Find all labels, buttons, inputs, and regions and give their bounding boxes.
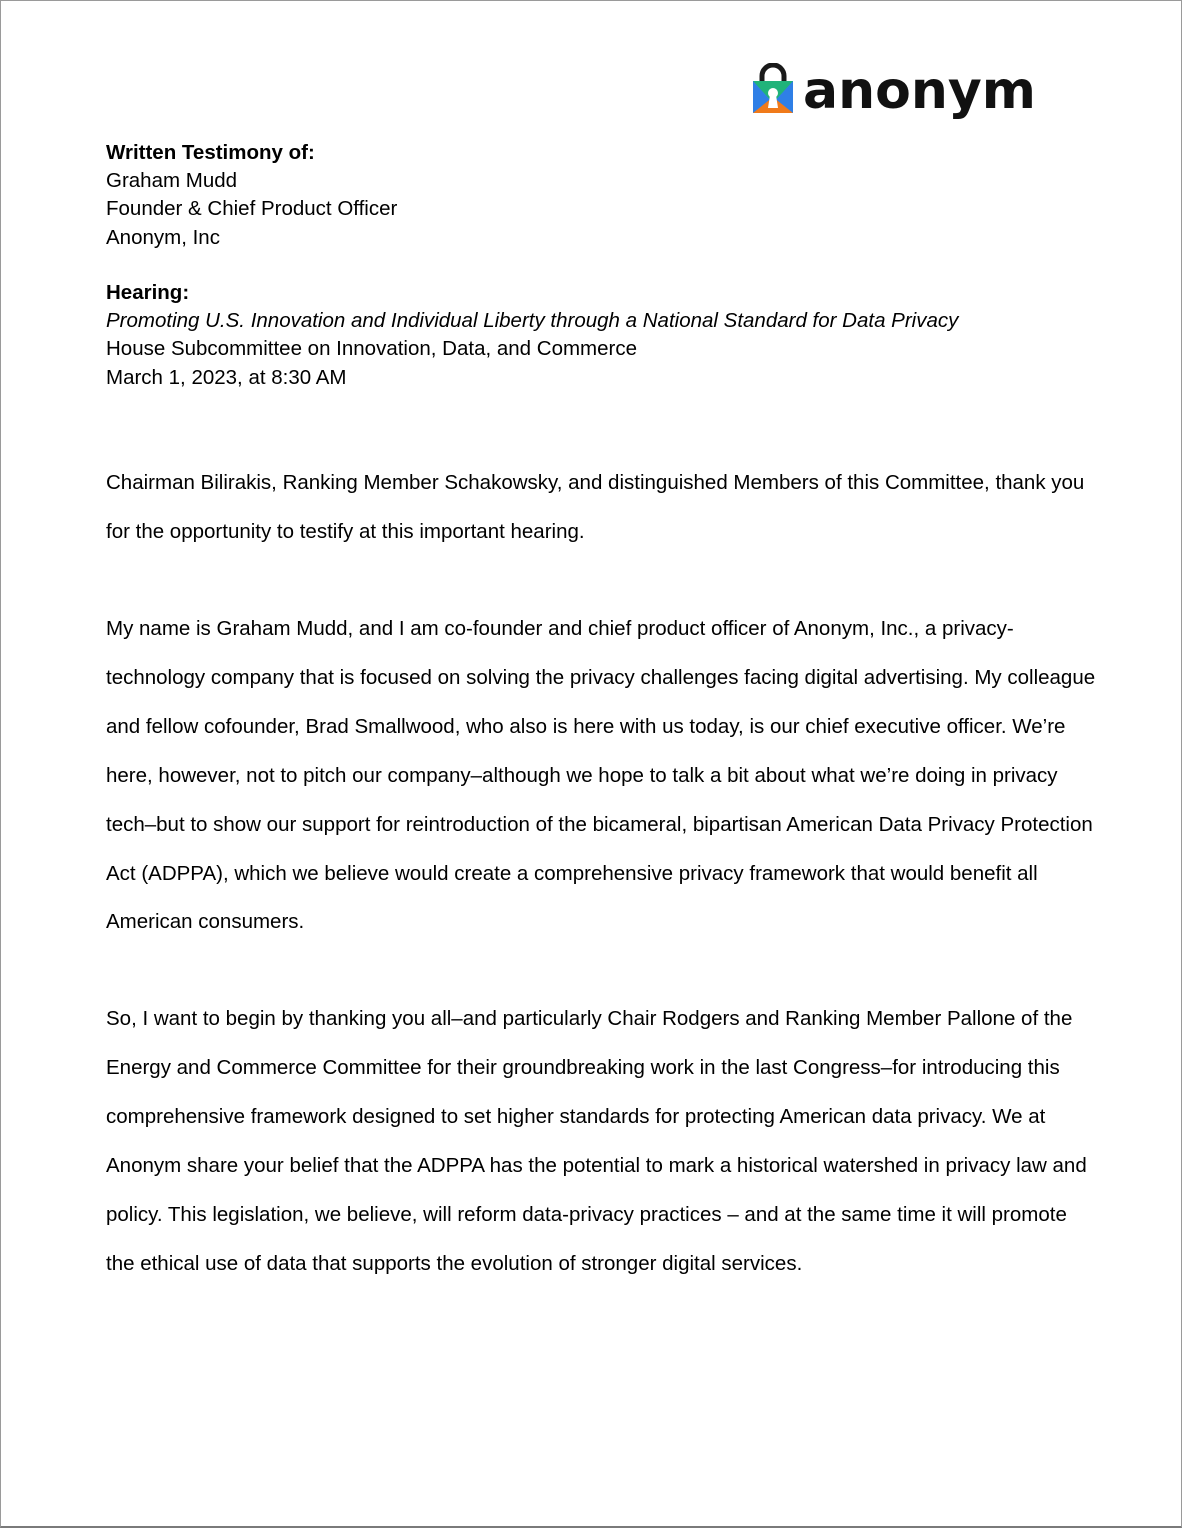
hearing-title: Promoting U.S. Innovation and Individual Liberty through a National Standard for Data Privacy bbox=[106, 309, 959, 333]
hearing-block bbox=[106, 279, 958, 392]
witness-company: Anonym, Inc bbox=[106, 225, 220, 249]
witness-name: Graham Mudd bbox=[106, 169, 238, 193]
anonym-logo bbox=[751, 63, 1036, 127]
anonym-lock-bag-icon bbox=[751, 63, 795, 115]
hearing-date: March 1, 2023, at 8:30 AM bbox=[106, 365, 347, 389]
testimony-heading: Written Testimony of: bbox=[106, 141, 315, 164]
paragraph-introduction: My name is Graham Mudd, and I am co-founder and chief product officer of Anonym, Inc., a privacy-technology company that is focused on solving the privacy challenges facing digital advertising. My colleague and fellow cofounder, Brad Smallwood, who also is here with us today, is our chief executive officer. We’re here, however, not to pitch our company–although we hope to talk a bit about what we’re doing in privacy tech–but to show our support for reintroduction of the bicameral, bipartisan American Data Privacy Protection Act (ADPPA), which we believe would create a comprehensive privacy framework that would benefit all American consumers. bbox=[106, 617, 1096, 934]
paragraph-opening: Chairman Bilirakis, Ranking Member Schakowsky, and distinguished Members of this Committee, thank you for the opportunity to testify at this important hearing. bbox=[106, 471, 1085, 543]
paragraph-thanks: So, I want to begin by thanking you all–and particularly Chair Rodgers and Ranking Member Pallone of the Energy and Commerce Committee for their groundbreaking work in the last Congress–for introducing this comprehensive framework designed to set higher standards for protecting American data privacy. We at Anonym share your belief that the ADPPA has the potential to mark a historical watershed in privacy law and policy. This legislation, we believe, will reform data-privacy practices – and at the same time it will promote the ethical use of data that supports the evolution of stronger digital services. bbox=[106, 1007, 1087, 1275]
testimony-block bbox=[106, 139, 397, 252]
witness-role: Founder & Chief Product Officer bbox=[106, 197, 398, 221]
logo-wordmark: anonym bbox=[803, 61, 1036, 121]
hearing-committee: House Subcommittee on Innovation, Data, and Commerce bbox=[106, 337, 637, 361]
hearing-heading: Hearing: bbox=[106, 281, 190, 304]
